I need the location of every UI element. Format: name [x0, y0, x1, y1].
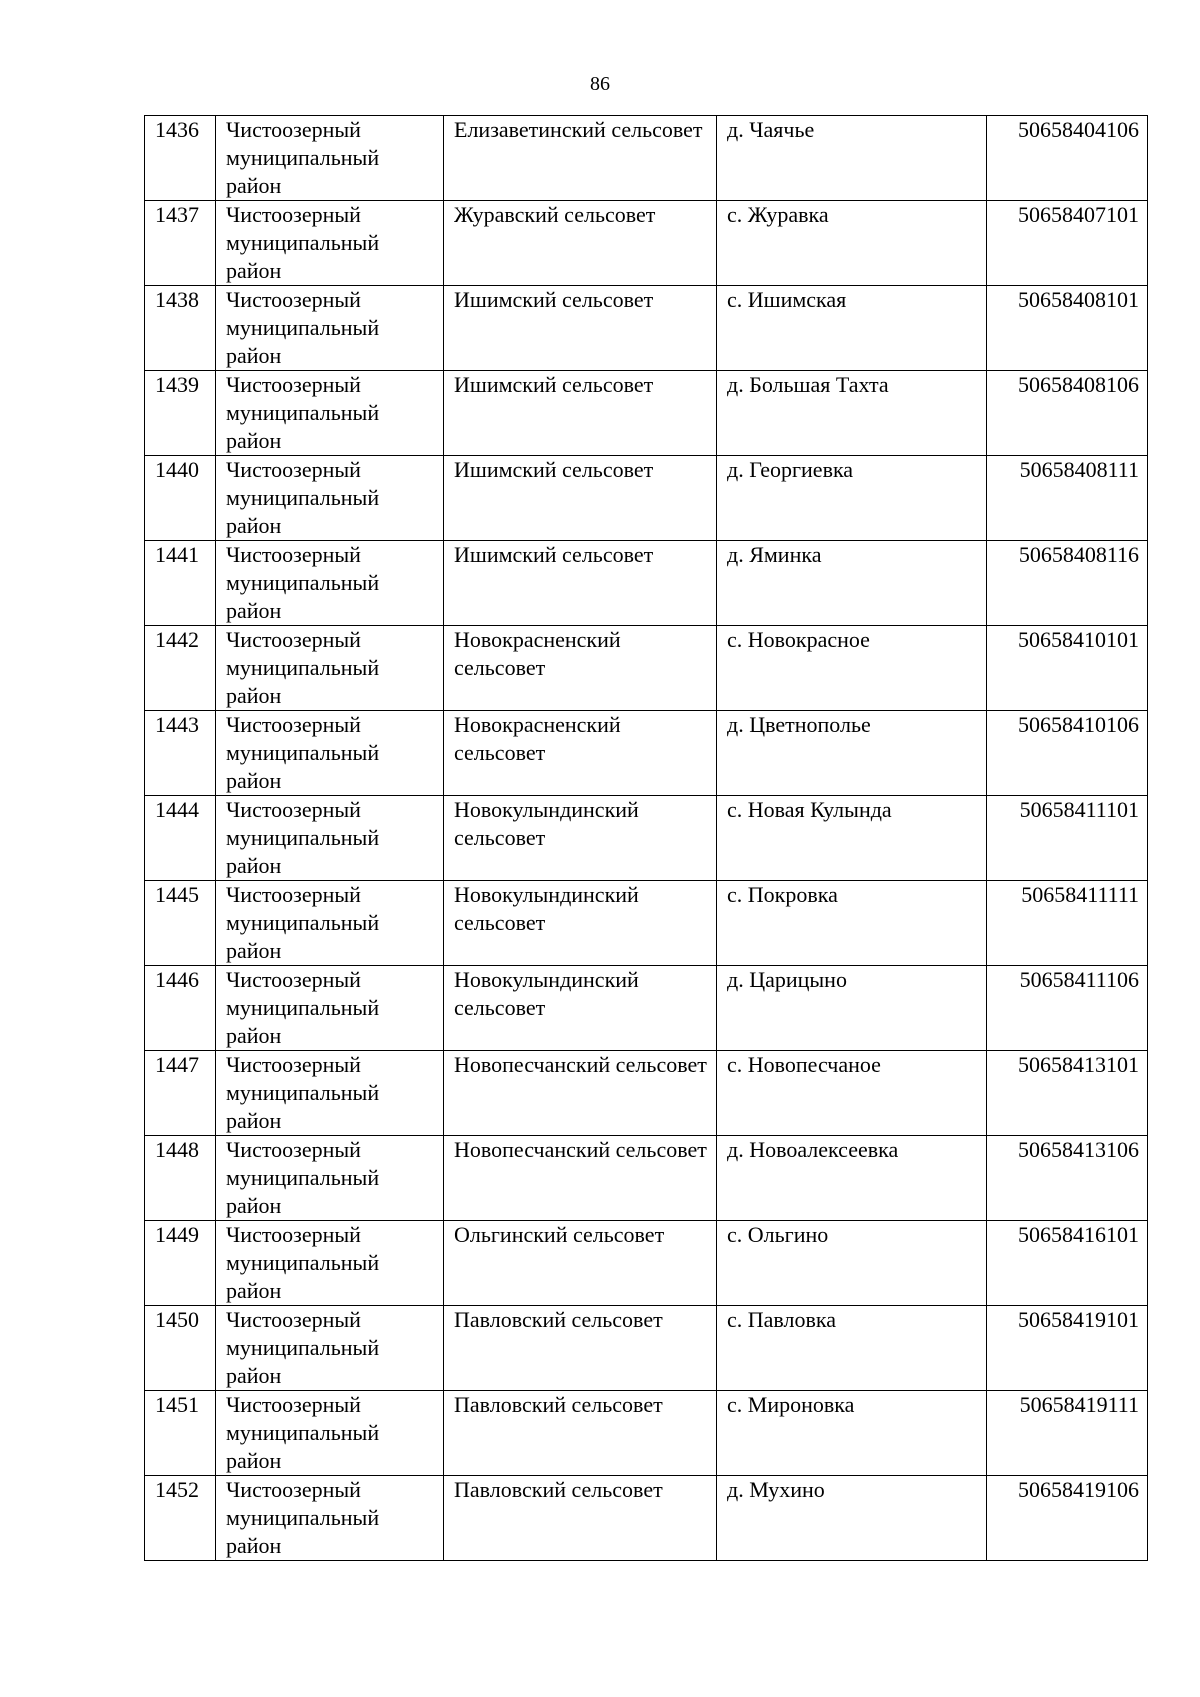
- row-number-cell: 1452: [145, 1476, 216, 1561]
- settlement-cell: с. Ишимская: [717, 286, 987, 371]
- table-row: [145, 881, 1148, 966]
- oktmo-code-cell: 50658411111: [987, 881, 1148, 966]
- district-cell: Чистоозерный муниципальный район: [216, 711, 444, 796]
- table-row: [145, 371, 1148, 456]
- council-cell: Новокулындинский сельсовет: [444, 796, 717, 881]
- oktmo-code-cell: 50658410106: [987, 711, 1148, 796]
- row-number-cell: 1446: [145, 966, 216, 1051]
- district-cell: Чистоозерный муниципальный район: [216, 1306, 444, 1391]
- settlement-cell: с. Новая Кулында: [717, 796, 987, 881]
- table-row: [145, 711, 1148, 796]
- oktmo-code-cell: 50658408111: [987, 456, 1148, 541]
- table-row: [145, 541, 1148, 626]
- settlement-cell: с. Мироновка: [717, 1391, 987, 1476]
- oktmo-code-cell: 50658408116: [987, 541, 1148, 626]
- district-cell: Чистоозерный муниципальный район: [216, 626, 444, 711]
- row-number-cell: 1443: [145, 711, 216, 796]
- oktmo-code-cell: 50658408106: [987, 371, 1148, 456]
- table-row: [145, 1136, 1148, 1221]
- oktmo-code-cell: 50658407101: [987, 201, 1148, 286]
- row-number-cell: 1436: [145, 116, 216, 201]
- table-row: [145, 796, 1148, 881]
- settlement-cell: д. Георгиевка: [717, 456, 987, 541]
- council-cell: Ишимский сельсовет: [444, 286, 717, 371]
- table-row: [145, 1221, 1148, 1306]
- oktmo-code-cell: 50658413101: [987, 1051, 1148, 1136]
- district-cell: Чистоозерный муниципальный район: [216, 1476, 444, 1561]
- table-row: [145, 286, 1148, 371]
- oktmo-code-cell: 50658404106: [987, 116, 1148, 201]
- settlements-table: [144, 115, 1148, 1561]
- table-row: [145, 116, 1148, 201]
- settlement-cell: с. Новопесчаное: [717, 1051, 987, 1136]
- table-row: [145, 1051, 1148, 1136]
- district-cell: Чистоозерный муниципальный район: [216, 116, 444, 201]
- row-number-cell: 1447: [145, 1051, 216, 1136]
- settlement-cell: с. Журавка: [717, 201, 987, 286]
- row-number-cell: 1448: [145, 1136, 216, 1221]
- oktmo-code-cell: 50658416101: [987, 1221, 1148, 1306]
- table-row: [145, 626, 1148, 711]
- district-cell: Чистоозерный муниципальный район: [216, 541, 444, 626]
- district-cell: Чистоозерный муниципальный район: [216, 1221, 444, 1306]
- district-cell: Чистоозерный муниципальный район: [216, 1136, 444, 1221]
- row-number-cell: 1444: [145, 796, 216, 881]
- council-cell: Новокулындинский сельсовет: [444, 966, 717, 1051]
- council-cell: Ишимский сельсовет: [444, 541, 717, 626]
- district-cell: Чистоозерный муниципальный район: [216, 1051, 444, 1136]
- council-cell: Новокрасненский сельсовет: [444, 711, 717, 796]
- row-number-cell: 1442: [145, 626, 216, 711]
- settlement-cell: с. Ольгино: [717, 1221, 987, 1306]
- page-number: 86: [590, 73, 610, 95]
- oktmo-code-cell: 50658419106: [987, 1476, 1148, 1561]
- oktmo-code-cell: 50658411101: [987, 796, 1148, 881]
- oktmo-code-cell: 50658419101: [987, 1306, 1148, 1391]
- row-number-cell: 1445: [145, 881, 216, 966]
- oktmo-code-cell: 50658411106: [987, 966, 1148, 1051]
- row-number-cell: 1439: [145, 371, 216, 456]
- settlement-cell: д. Чаячье: [717, 116, 987, 201]
- table-row: [145, 1391, 1148, 1476]
- district-cell: Чистоозерный муниципальный район: [216, 456, 444, 541]
- table-row: [145, 201, 1148, 286]
- district-cell: Чистоозерный муниципальный район: [216, 796, 444, 881]
- row-number-cell: 1440: [145, 456, 216, 541]
- row-number-cell: 1449: [145, 1221, 216, 1306]
- council-cell: Ишимский сельсовет: [444, 371, 717, 456]
- council-cell: Журавский сельсовет: [444, 201, 717, 286]
- settlement-cell: с. Павловка: [717, 1306, 987, 1391]
- council-cell: Новокрасненский сельсовет: [444, 626, 717, 711]
- oktmo-code-cell: 50658419111: [987, 1391, 1148, 1476]
- council-cell: Новокулындинский сельсовет: [444, 881, 717, 966]
- settlement-cell: д. Яминка: [717, 541, 987, 626]
- district-cell: Чистоозерный муниципальный район: [216, 201, 444, 286]
- row-number-cell: 1451: [145, 1391, 216, 1476]
- settlement-cell: с. Новокрасное: [717, 626, 987, 711]
- district-cell: Чистоозерный муниципальный район: [216, 1391, 444, 1476]
- council-cell: Ольгинский сельсовет: [444, 1221, 717, 1306]
- oktmo-code-cell: 50658410101: [987, 626, 1148, 711]
- council-cell: Павловский сельсовет: [444, 1306, 717, 1391]
- council-cell: Новопесчанский сельсовет: [444, 1136, 717, 1221]
- district-cell: Чистоозерный муниципальный район: [216, 371, 444, 456]
- settlement-cell: с. Покровка: [717, 881, 987, 966]
- table-body: [145, 116, 1148, 1561]
- district-cell: Чистоозерный муниципальный район: [216, 881, 444, 966]
- council-cell: Павловский сельсовет: [444, 1391, 717, 1476]
- oktmo-code-cell: 50658408101: [987, 286, 1148, 371]
- row-number-cell: 1450: [145, 1306, 216, 1391]
- settlement-cell: д. Царицыно: [717, 966, 987, 1051]
- settlement-cell: д. Новоалексеевка: [717, 1136, 987, 1221]
- oktmo-code-cell: 50658413106: [987, 1136, 1148, 1221]
- district-cell: Чистоозерный муниципальный район: [216, 966, 444, 1051]
- settlement-cell: д. Мухино: [717, 1476, 987, 1561]
- council-cell: Новопесчанский сельсовет: [444, 1051, 717, 1136]
- council-cell: Елизаветинский сельсовет: [444, 116, 717, 201]
- table-row: [145, 456, 1148, 541]
- settlement-cell: д. Цветнополье: [717, 711, 987, 796]
- council-cell: Ишимский сельсовет: [444, 456, 717, 541]
- row-number-cell: 1437: [145, 201, 216, 286]
- district-cell: Чистоозерный муниципальный район: [216, 286, 444, 371]
- row-number-cell: 1438: [145, 286, 216, 371]
- council-cell: Павловский сельсовет: [444, 1476, 717, 1561]
- table-row: [145, 966, 1148, 1051]
- settlement-cell: д. Большая Тахта: [717, 371, 987, 456]
- table-row: [145, 1476, 1148, 1561]
- row-number-cell: 1441: [145, 541, 216, 626]
- table-row: [145, 1306, 1148, 1391]
